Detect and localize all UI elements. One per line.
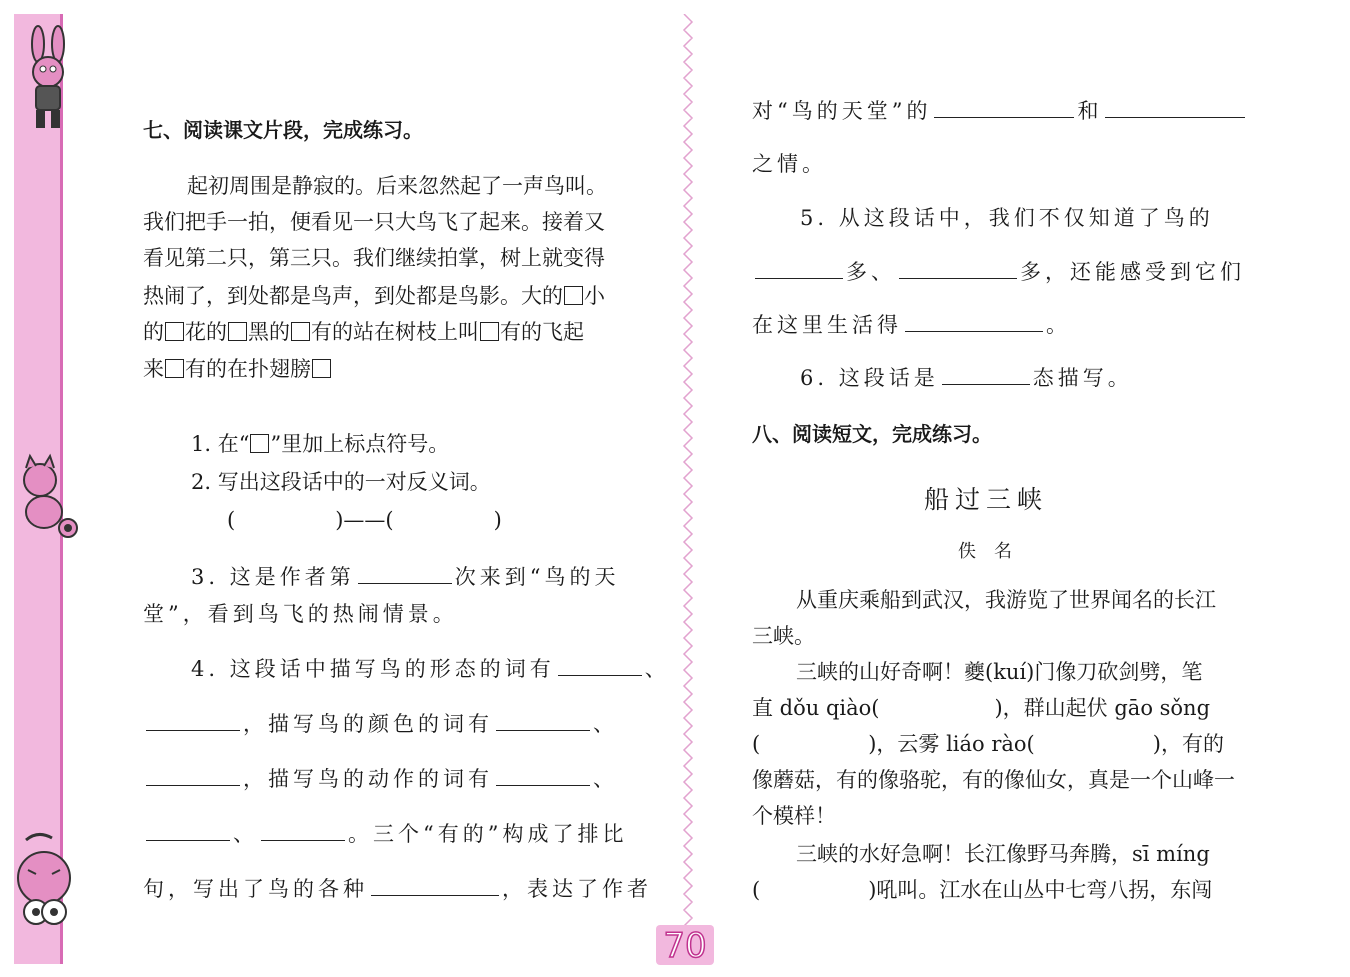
passage-line: 来 有的在扑翅膀 [143, 355, 332, 383]
story-paragraph: 三峡的水好急啊！长江像野马奔腾，sī míng [796, 842, 1210, 866]
cat-cartoon-icon [8, 452, 80, 562]
answer-blank[interactable] [558, 655, 642, 676]
answer-blank[interactable] [371, 875, 499, 896]
question-4-line5: 句，写出了鸟的各种 ，表达了作者 [143, 877, 652, 901]
story-title: 船过三峡 [924, 485, 1049, 514]
question-6: 6. 这段话是 态描写。 [800, 366, 1133, 390]
answer-blank[interactable] [942, 364, 1030, 385]
answer-blank[interactable] [146, 765, 240, 786]
antonym-answer-row: ( )——( ) [227, 508, 502, 532]
punctuation-box[interactable] [564, 286, 583, 305]
passage-line: 我们把手一拍，便看见一只大鸟飞了起来。接着又 [143, 210, 605, 234]
punctuation-box[interactable] [165, 359, 184, 378]
passage-line: 起初周围是静寂的。后来忽然起了一声鸟叫。 [187, 174, 607, 198]
answer-blank[interactable] [934, 97, 1074, 118]
passage-line: 热闹了，到处都是鸟声，到处都是鸟影。大的 小 [143, 284, 605, 308]
answer-blank[interactable] [496, 710, 590, 731]
punctuation-box[interactable] [228, 322, 247, 341]
story-paragraph: ( )吼叫。江水在山丛中七弯八拐，东闯 [752, 878, 1213, 902]
answer-blank[interactable] [755, 258, 843, 279]
story-paragraph: 直 dǒu qiào( )，群山起伏 gāo sǒng [752, 696, 1211, 720]
story-paragraph: 个模样！ [752, 804, 836, 828]
answer-blank[interactable] [899, 258, 1017, 279]
tiger-cartoon-icon [8, 830, 80, 940]
question-2: 2. 写出这段话中的一对反义词。 [191, 470, 491, 494]
page-number: 70 [656, 925, 714, 965]
answer-blank[interactable] [1105, 97, 1245, 118]
answer-blank[interactable] [146, 710, 240, 731]
question-4-end: 之情。 [752, 152, 827, 176]
punctuation-box[interactable] [480, 322, 499, 341]
box-symbol [250, 434, 269, 453]
question-3: 3. 这是作者第 次来到“鸟的天 [191, 565, 620, 589]
story-paragraph: 像蘑菇，有的像骆驼，有的像仙女，真是一个山峰一 [752, 768, 1235, 792]
punctuation-box[interactable] [312, 359, 331, 378]
passage-line: 的 花的 黑的 有的站在树枝上叫 有的飞起 [143, 320, 584, 344]
section-title-8: 八、阅读短文，完成练习。 [752, 422, 992, 446]
punctuation-box[interactable] [291, 322, 310, 341]
question-4-cont: 对“鸟的天堂”的 和 [752, 97, 1248, 125]
answer-blank[interactable] [905, 311, 1043, 332]
question-4-line2: ，描写鸟的颜色的词有 、 [143, 710, 618, 738]
question-1: 1. 在“ ”里加上标点符号。 [191, 432, 450, 456]
question-5: 5. 从这段话中，我们不仅知道了鸟的 [800, 206, 1214, 230]
story-paragraph: 三峡。 [752, 624, 815, 648]
question-4-line4: 、 。三个“有的”构成了排比 [143, 820, 627, 848]
passage-line: 看见第二只，第三只。我们继续拍掌，树上就变得 [143, 246, 605, 270]
page-fold-zigzag [681, 14, 695, 934]
story-paragraph: 三峡的山好奇啊！夔(kuí)门像刀砍剑劈，笔 [796, 660, 1203, 684]
story-author: 佚名 [958, 541, 1030, 562]
answer-blank[interactable] [358, 563, 452, 584]
section-title-7: 七、阅读课文片段，完成练习。 [143, 118, 423, 142]
question-4: 4. 这段话中描写鸟的形态的词有 、 [191, 657, 670, 681]
question-5-line3: 在这里生活得 。 [752, 313, 1071, 337]
question-3-cont: 堂”，看到鸟飞的热闹情景。 [143, 602, 458, 626]
punctuation-box[interactable] [165, 322, 184, 341]
question-5-line2: 多、 多，还能感受到它们 [752, 258, 1245, 286]
rabbit-cartoon-icon [8, 22, 80, 132]
story-paragraph: ( )，云雾 liáo rào( )，有的 [752, 732, 1224, 756]
answer-blank[interactable] [146, 820, 230, 841]
question-4-line3: ，描写鸟的动作的词有 、 [143, 765, 618, 793]
answer-blank[interactable] [261, 820, 345, 841]
answer-blank[interactable] [496, 765, 590, 786]
story-paragraph: 从重庆乘船到武汉，我游览了世界闻名的长江 [796, 588, 1216, 612]
